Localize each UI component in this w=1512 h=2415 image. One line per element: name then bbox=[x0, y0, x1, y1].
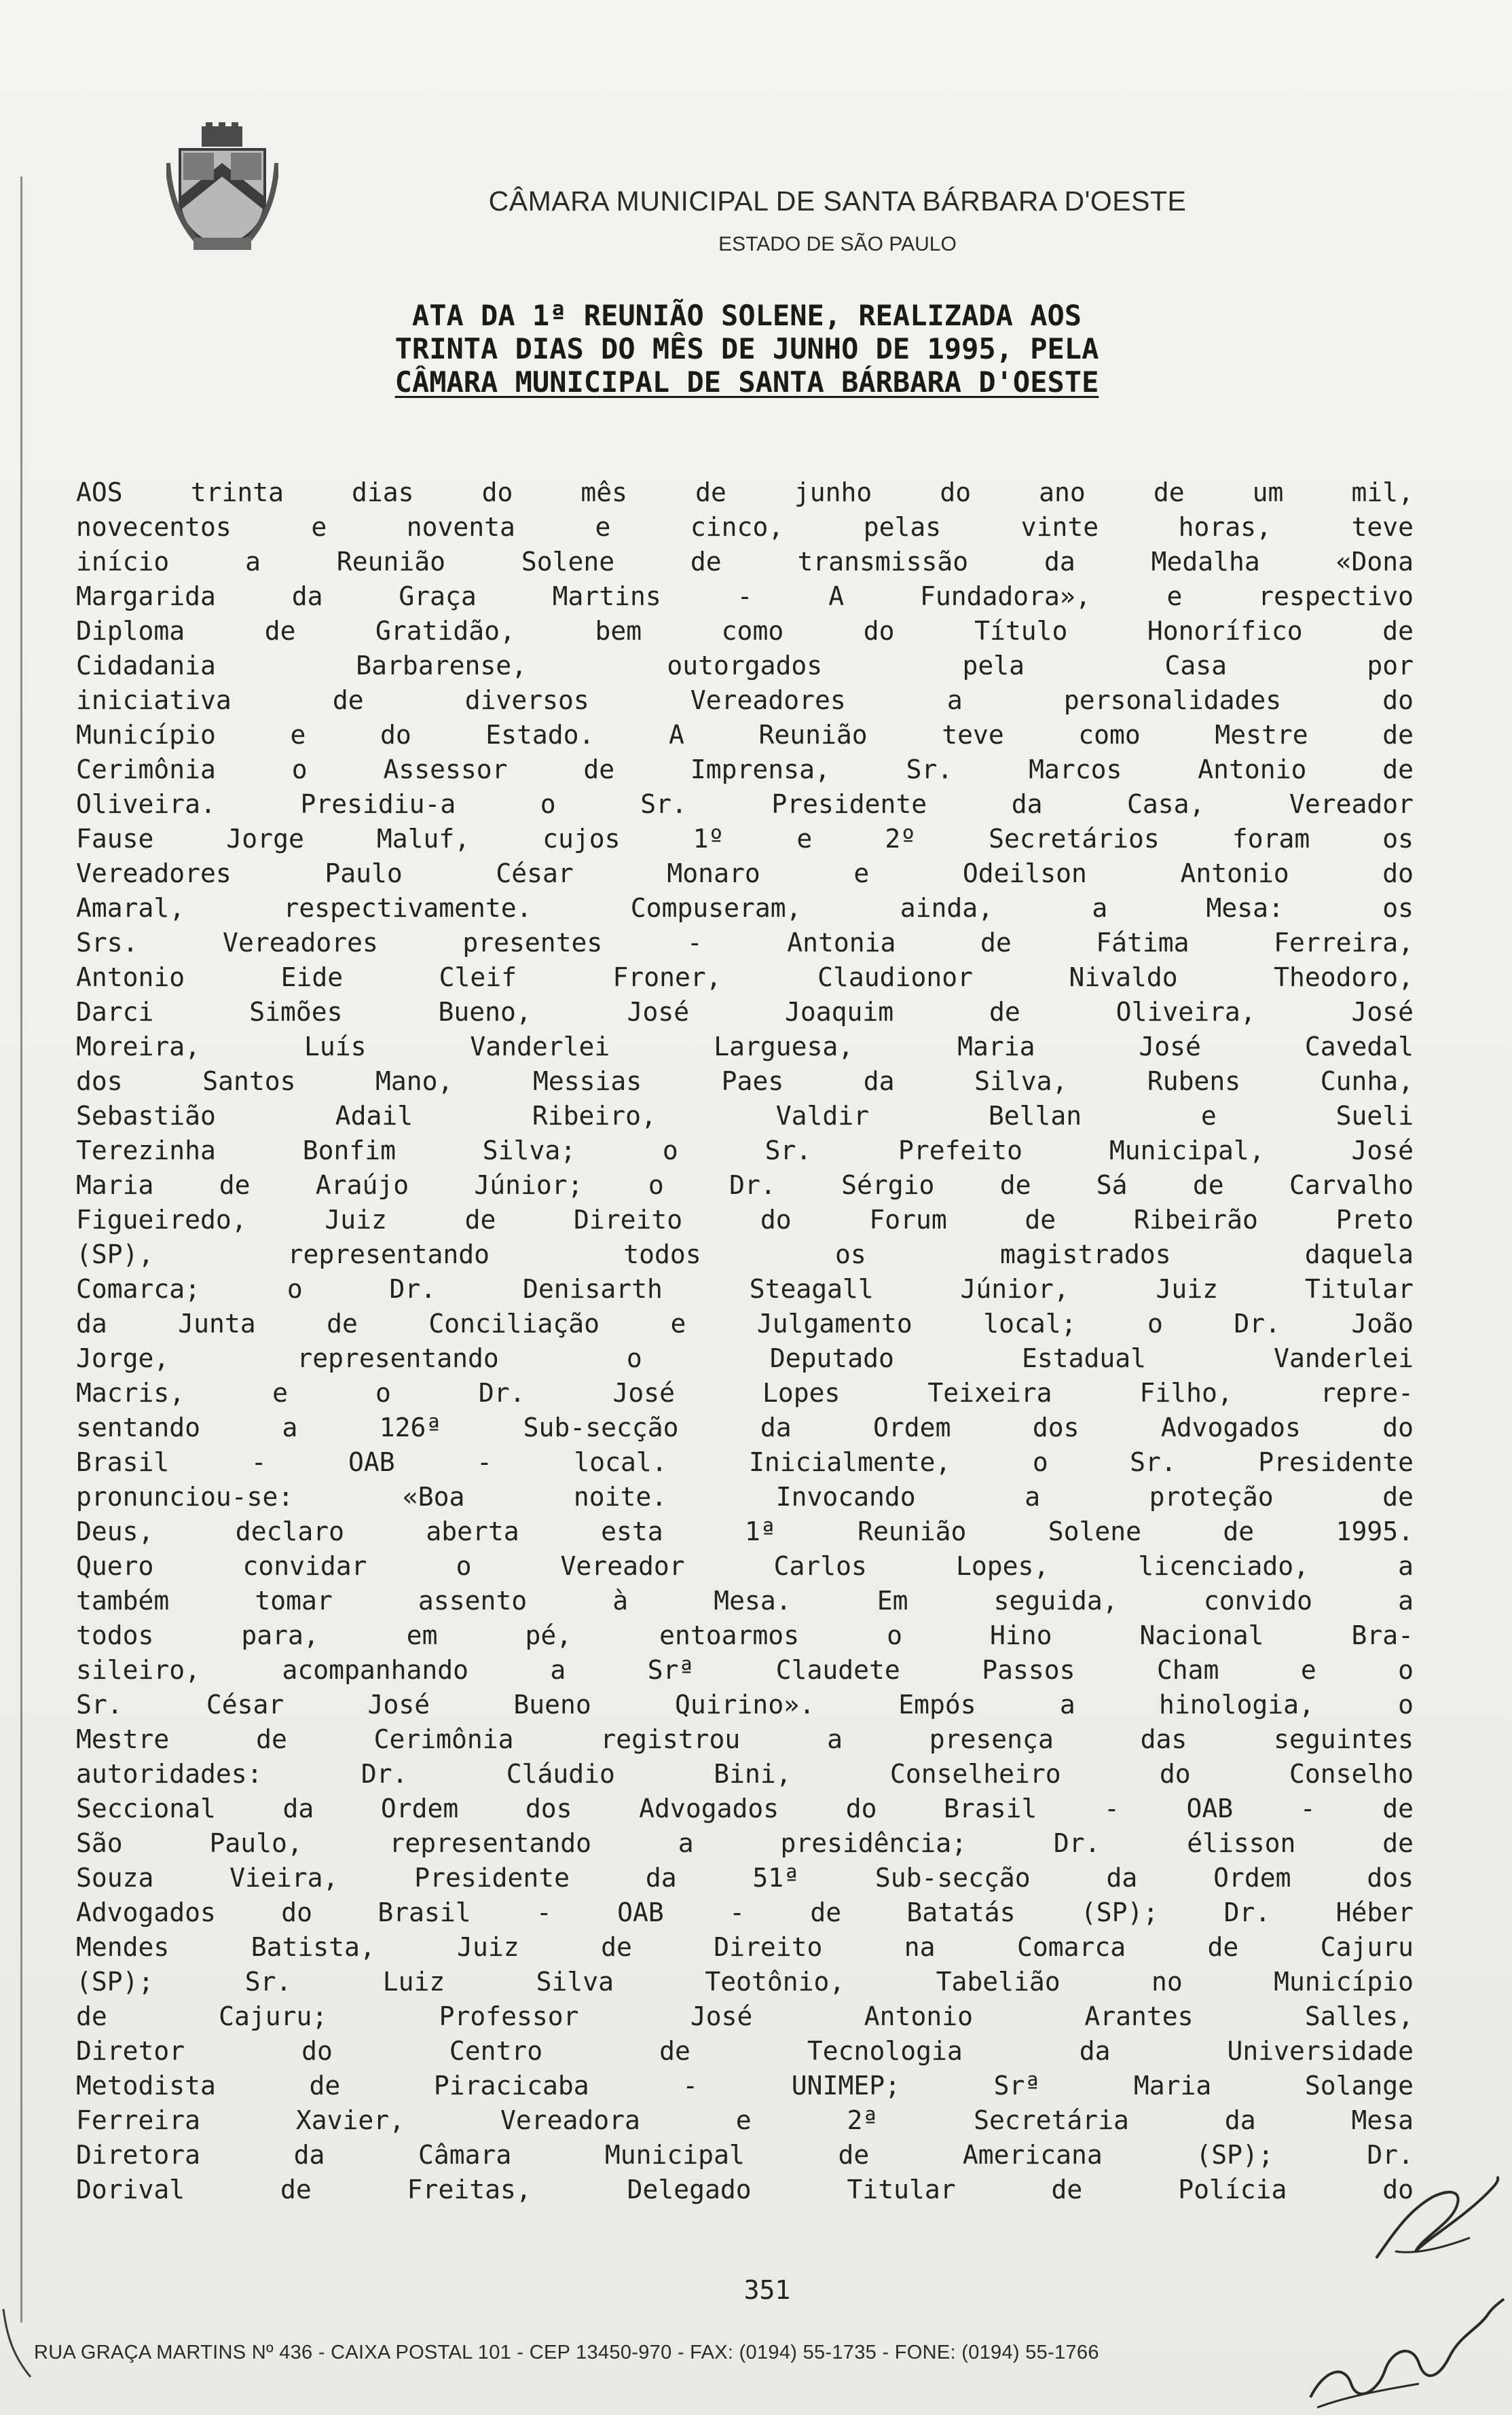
body-line: Macris, e o Dr. José Lopes Teixeira Filho, repre- bbox=[76, 1378, 1414, 1408]
state-name: ESTADO DE SÃO PAULO bbox=[718, 233, 957, 255]
body-line: Oliveira. Presidiu-a o Sr. Presidente da Casa, Vereador bbox=[76, 789, 1414, 819]
body-line: Mestre de Cerimônia registrou a presença das seguintes bbox=[76, 1724, 1414, 1754]
body-line: iniciativa de diversos Vereadores a personalidades do bbox=[76, 685, 1414, 715]
body-line: Cerimônia o Assessor de Imprensa, Sr. Marcos Antonio de bbox=[76, 755, 1414, 784]
body-line: sileiro, acompanhando a Srª Claudete Passos Cham e o bbox=[76, 1655, 1414, 1685]
title-line-3: CÂMARA MUNICIPAL DE SANTA BÁRBARA D'OESTE bbox=[394, 365, 1099, 399]
body-line: Mendes Batista, Juiz de Direito na Comarca de Cajuru bbox=[76, 1932, 1414, 1962]
institution-name: CÂMARA MUNICIPAL DE SANTA BÁRBARA D'OESTE bbox=[488, 185, 1187, 217]
body-line: Amaral, respectivamente. Compuseram, ainda, a Mesa: os bbox=[76, 893, 1414, 923]
body-line: Darci Simões Bueno, José Joaquim de Oliveira, José bbox=[76, 997, 1414, 1027]
body-line: Margarida da Graça Martins - A Fundadora», e respectivo bbox=[76, 581, 1414, 611]
body-line: Município e do Estado. A Reunião teve como Mestre de bbox=[76, 720, 1414, 750]
body-line: Brasil - OAB - local. Inicialmente, o Sr. Presidente bbox=[76, 1447, 1414, 1477]
body-line: AOS trinta dias do mês de junho do ano de um mil, bbox=[76, 477, 1414, 507]
body-line: Cidadania Barbarense, outorgados pela Casa por bbox=[76, 651, 1414, 680]
body-line: todos para, em pé, entoarmos o Hino Nacional Bra- bbox=[76, 1620, 1414, 1650]
body-line: pronunciou-se: «Boa noite. Invocando a proteção de bbox=[76, 1482, 1414, 1512]
body-line: (SP); Sr. Luiz Silva Teotônio, Tabelião no Município bbox=[76, 1967, 1414, 1997]
body-line: Terezinha Bonfim Silva; o Sr. Prefeito Municipal, José bbox=[76, 1136, 1414, 1165]
body-line: Sebastião Adail Ribeiro, Valdir Bellan e Sueli bbox=[76, 1101, 1414, 1131]
body-line: Srs. Vereadores presentes - Antonia de Fátima Ferreira, bbox=[76, 928, 1414, 958]
body-line: da Junta de Conciliação e Julgamento local; o Dr. João bbox=[76, 1309, 1414, 1339]
body-line: São Paulo, representando a presidência; Dr. élisson de bbox=[76, 1828, 1414, 1858]
body-line: Dorival de Freitas, Delegado Titular de Polícia do bbox=[76, 2175, 1414, 2204]
body-line: Sr. César José Bueno Quirino». Empós a hinologia, o bbox=[76, 1690, 1414, 1720]
title-line-1: ATA DA 1ª REUNIÃO SOLENE, REALIZADA AOS bbox=[411, 299, 1082, 332]
signature-scrawl bbox=[1304, 2289, 1507, 2415]
body-line: Maria de Araújo Júnior; o Dr. Sérgio de Sá de Carvalho bbox=[76, 1170, 1414, 1200]
body-line: Advogados do Brasil - OAB - de Batatás (SP); Dr. Héber bbox=[76, 1898, 1414, 1927]
body-line: autoridades: Dr. Cláudio Bini, Conselheiro do Conselho bbox=[76, 1759, 1414, 1789]
body-line: início a Reunião Solene de transmissão da Medalha «Dona bbox=[76, 547, 1414, 577]
body-line: Antonio Eide Cleif Froner, Claudionor Nivaldo Theodoro, bbox=[76, 962, 1414, 992]
body-line: Vereadores Paulo César Monaro e Odeilson Antonio do bbox=[76, 858, 1414, 888]
page-number: 351 bbox=[743, 2275, 791, 2305]
body-line: Deus, declaro aberta esta 1ª Reunião Solene de 1995. bbox=[76, 1517, 1414, 1546]
body-line: de Cajuru; Professor José Antonio Arantes Salles, bbox=[76, 2001, 1414, 2031]
signature-initials bbox=[1368, 2170, 1504, 2272]
body-line: Seccional da Ordem dos Advogados do Brasil - OAB - de bbox=[76, 1794, 1414, 1823]
margin-rule bbox=[20, 177, 22, 2323]
body-line: Quero convidar o Vereador Carlos Lopes, licenciado, a bbox=[76, 1551, 1414, 1581]
body-line: Diploma de Gratidão, bem como do Título Honorífico de bbox=[76, 616, 1414, 646]
body-line: Figueiredo, Juiz de Direito do Forum de Ribeirão Preto bbox=[76, 1205, 1414, 1235]
title-line-2: TRINTA DIAS DO MÊS DE JUNHO DE 1995, PELA bbox=[394, 332, 1099, 365]
document-title bbox=[251, 299, 1242, 399]
body-line: novecentos e noventa e cinco, pelas vinte horas, teve bbox=[76, 512, 1414, 542]
body-line: sentando a 126ª Sub-secção da Ordem dos Advogados do bbox=[76, 1413, 1414, 1442]
body-line: Fause Jorge Maluf, cujos 1º e 2º Secretários foram os bbox=[76, 824, 1414, 854]
body-line: Diretor do Centro de Tecnologia da Universidade bbox=[76, 2036, 1414, 2066]
body-line: Ferreira Xavier, Vereadora e 2ª Secretária da Mesa bbox=[76, 2105, 1414, 2135]
body-line: Comarca; o Dr. Denisarth Steagall Júnior, Juiz Titular bbox=[76, 1274, 1414, 1304]
minutes-body bbox=[76, 475, 1414, 2207]
body-line: Moreira, Luís Vanderlei Larguesa, Maria José Cavedal bbox=[76, 1032, 1414, 1061]
body-line: Diretora da Câmara Municipal de Americana (SP); Dr. bbox=[76, 2140, 1414, 2170]
margin-mark bbox=[0, 2309, 54, 2384]
body-line: Souza Vieira, Presidente da 51ª Sub-secção da Ordem dos bbox=[76, 1863, 1414, 1893]
footer-address: RUA GRAÇA MARTINS Nº 436 - CAIXA POSTAL 101 - CEP 13450-970 - FAX: (0194) 55-1735 - FONE: (0194) 55-1766 bbox=[34, 2342, 1099, 2363]
body-line: dos Santos Mano, Messias Paes da Silva, Rubens Cunha, bbox=[76, 1066, 1414, 1096]
body-line: Jorge, representando o Deputado Estadual Vanderlei bbox=[76, 1343, 1414, 1373]
body-line: também tomar assento à Mesa. Em seguida, convido a bbox=[76, 1586, 1414, 1616]
body-line: (SP), representando todos os magistrados daquela bbox=[76, 1239, 1414, 1269]
body-line: Metodista de Piracicaba - UNIMEP; Srª Maria Solange bbox=[76, 2071, 1414, 2101]
